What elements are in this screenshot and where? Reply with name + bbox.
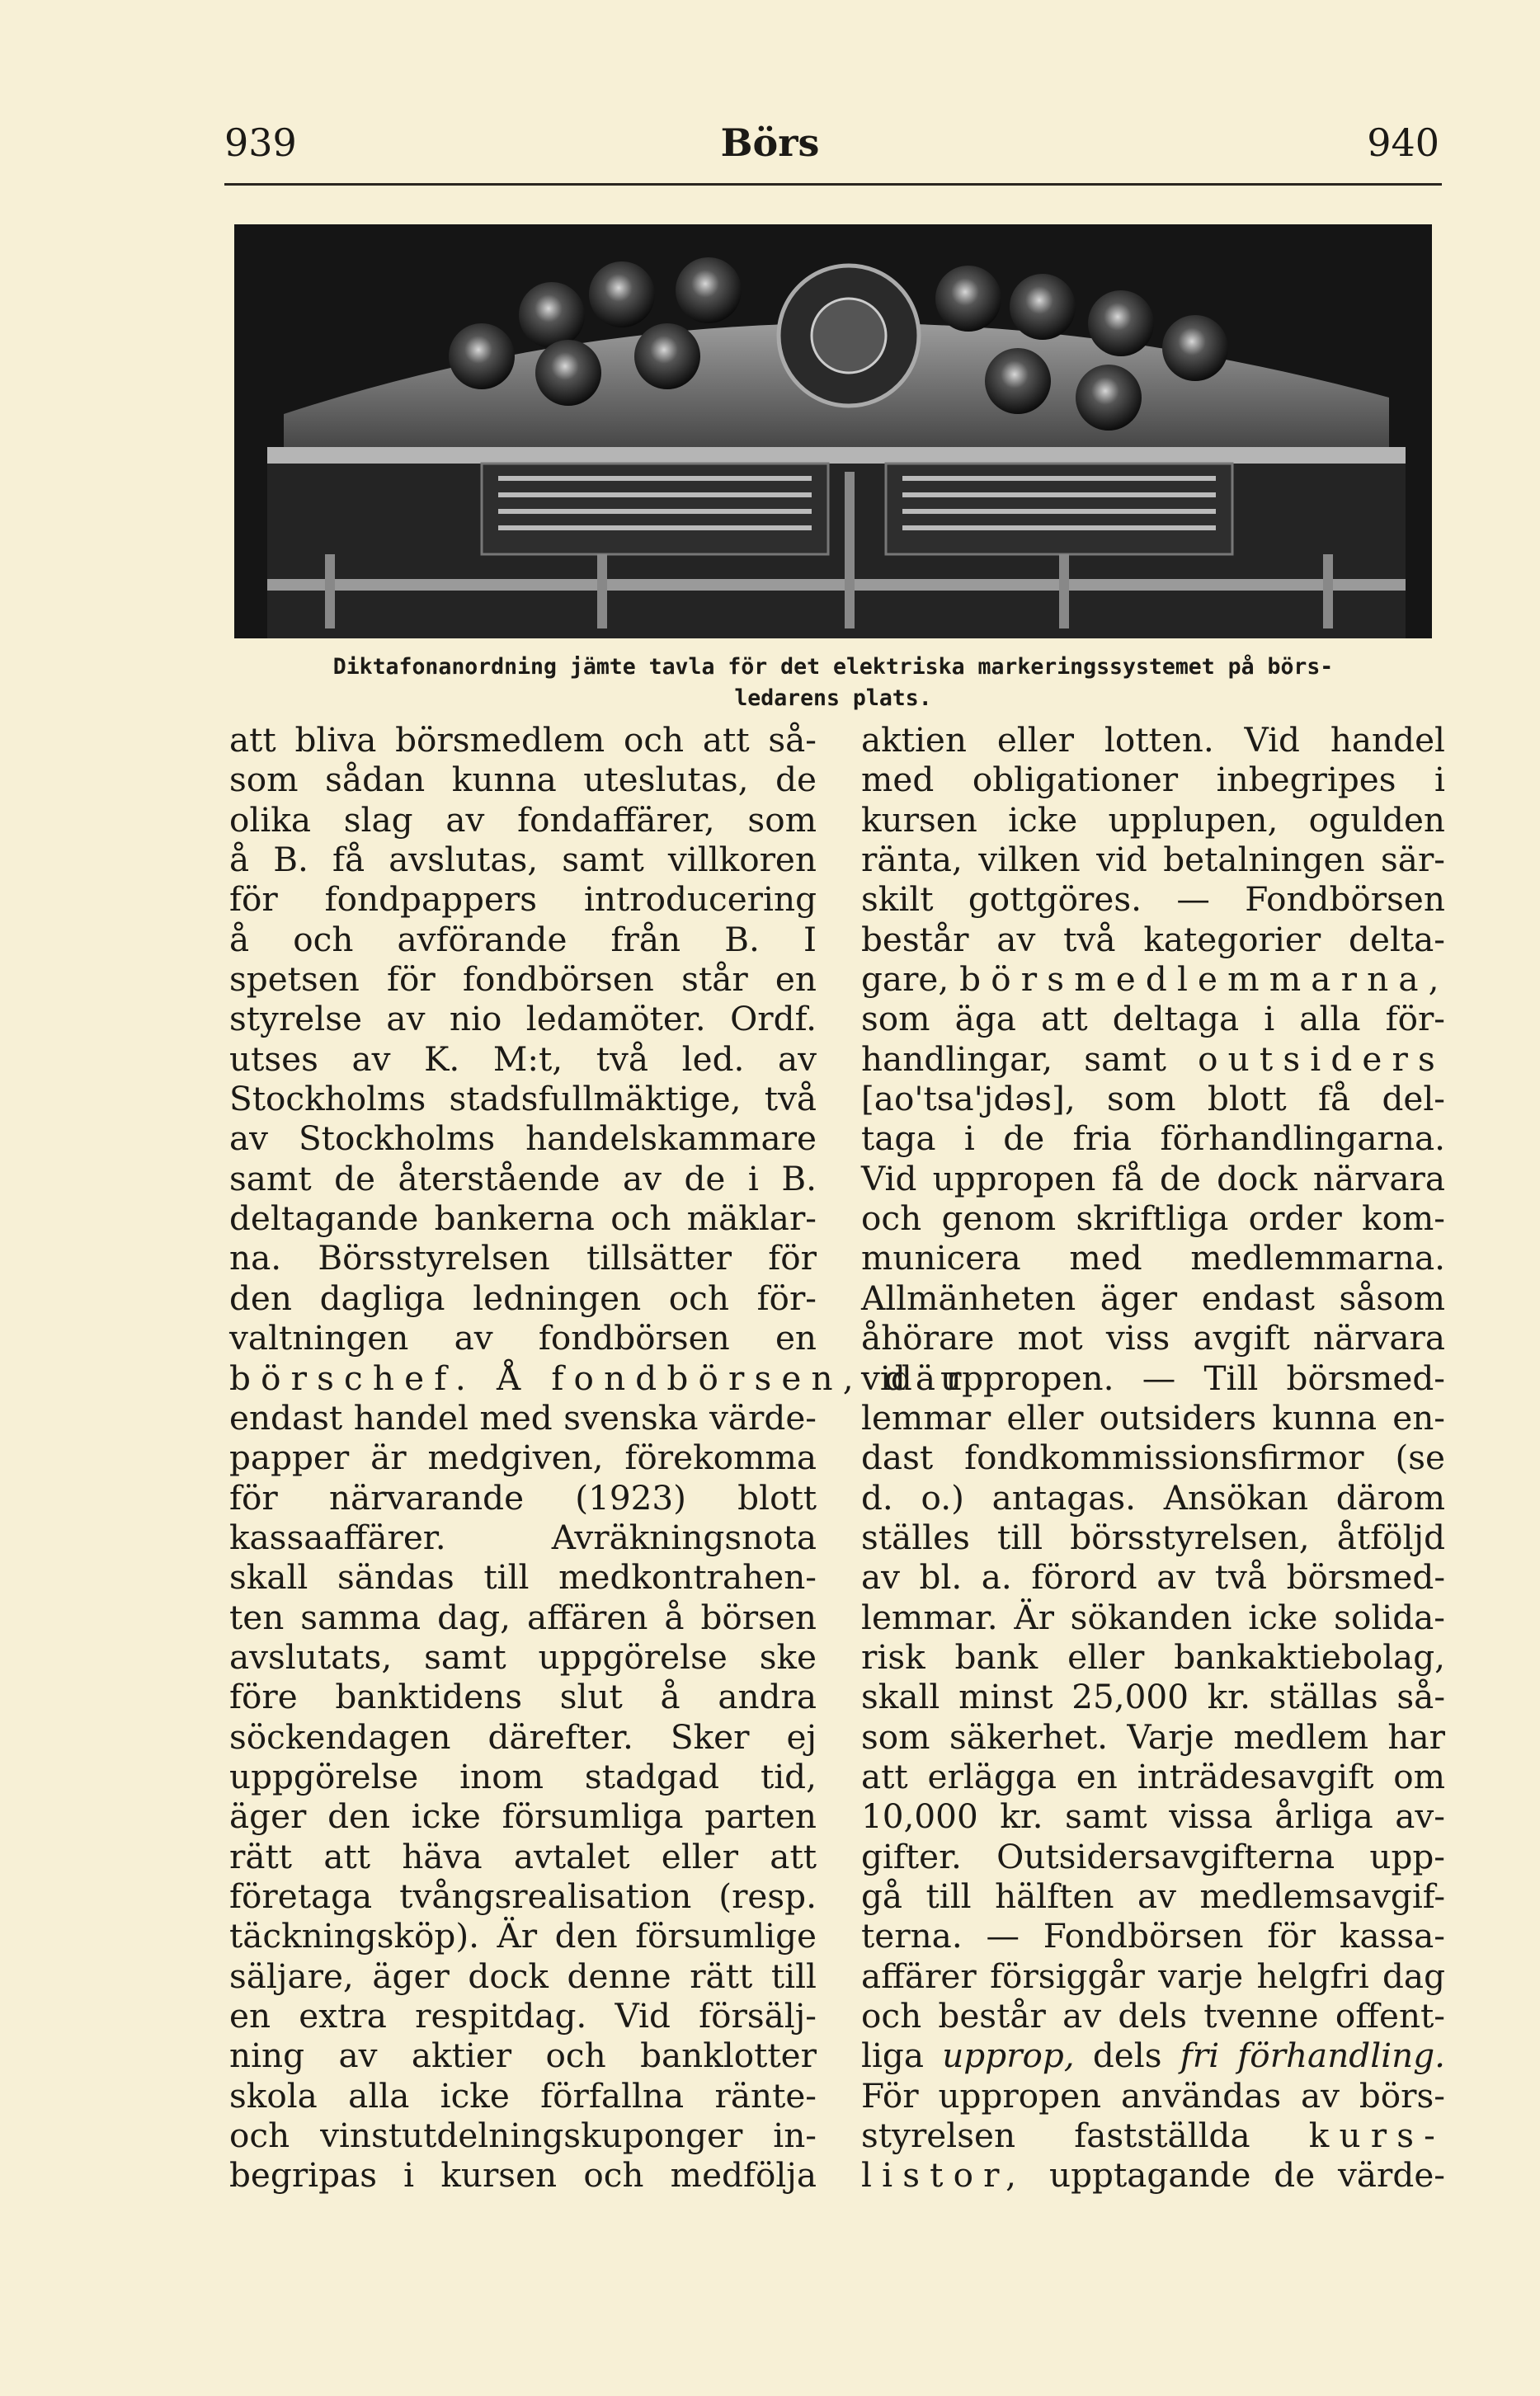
spaced-term: kurs- (1308, 2116, 1445, 2156)
text-line: deltagande bankerna och mäklar- (229, 1198, 817, 1239)
text-line: en extra respitdag. Vid försälj- (229, 1996, 817, 2036)
spaced-term: listor, (861, 2155, 1027, 2196)
text-line: skall minst 25,000 kr. ställas så- (861, 1677, 1445, 1717)
text-line: företaga tvångsrealisation (resp. (229, 1876, 817, 1916)
running-title: Börs (720, 120, 820, 165)
text-line: d. o.) antagas. Ansökan därom (861, 1477, 1445, 1518)
text-line: samt de återstående av de i B. (229, 1158, 817, 1198)
text-line: att bliva börsmedlem och att så- (229, 720, 817, 760)
text-line: börschef. Å fondbörsen, där (229, 1358, 972, 1398)
text-line: skall sändas till medkontrahen- (229, 1557, 817, 1598)
text-line: skola alla icke förfallna ränte- (229, 2075, 817, 2116)
text-line: styrelse av nio ledamöter. Ordf. (229, 999, 817, 1039)
text-line: kursen icke upplupen, ogulden (861, 799, 1445, 840)
text-line: att erlägga en inträdesavgift om (861, 1756, 1445, 1796)
text-line: består av två kategorier delta- (861, 919, 1445, 959)
text-line: äger den icke försumliga parten (229, 1796, 817, 1837)
text-line: som säkerhet. Varje medlem har (861, 1716, 1445, 1757)
text-line: Allmänheten äger endast såsom (861, 1278, 1445, 1318)
text-line: taga i de fria förhandlingarna. (861, 1118, 1445, 1159)
text-line: utses av K. M:t, två led. av (229, 1038, 817, 1079)
text-line: täckningsköp). Är den försumlige (229, 1916, 817, 1956)
text-line: ten samma dag, affären å börsen (229, 1597, 817, 1637)
text-line: municera med medlemmarna. (861, 1238, 1445, 1278)
text-line: och vinstutdelningskuponger in- (229, 2116, 817, 2156)
text-line: lemmar. Är sökanden icke solida- (861, 1597, 1445, 1637)
text-line: avslutats, samt uppgörelse ske (229, 1636, 817, 1677)
text-line: å B. få avslutas, samt villkoren (229, 840, 817, 880)
page-number-right: 940 (1367, 120, 1439, 165)
text-line: gå till hälften av medlemsavgif- (861, 1876, 1445, 1916)
spaced-term: outsiders (1198, 1038, 1445, 1079)
text-run: dels (1074, 2036, 1180, 2076)
text-line (861, 1039, 1445, 1079)
text-line: rätt att häva avtalet eller att (229, 1836, 817, 1876)
text-run: liga (861, 2036, 943, 2076)
text-line: terna. — Fondbörsen för kassa- (861, 1916, 1445, 1956)
text-line: risk bank eller bankaktiebolag, (861, 1636, 1445, 1677)
text-line: kassaaffärer. Avräkningsnota (229, 1517, 817, 1557)
text-line: för fondpappers introducering (229, 879, 817, 920)
text-line: [ao'tsa'jdəs], som blott få del- (861, 1079, 1445, 1119)
text-line: som äga att deltaga i alla för- (861, 999, 1445, 1039)
text-line: av Stockholms handelskammare (229, 1118, 817, 1159)
text-line: endast handel med svenska värde- (229, 1397, 817, 1438)
text-line (861, 959, 1449, 1000)
text-line: av bl. a. förord av två börsmed- (861, 1557, 1445, 1598)
figure-caption-line: ledarens plats. (734, 685, 932, 711)
text-line: ränta, vilken vid betalningen sär- (861, 840, 1445, 880)
text-line: affärer försiggår varje helgfri dag (861, 1956, 1445, 1996)
text-line: För uppropen användas av börs- (861, 2075, 1445, 2116)
text-line: skilt gottgöres. — Fondbörsen (861, 879, 1445, 920)
text-line: den dagliga ledningen och för- (229, 1278, 817, 1318)
text-line: ning av aktier och banklotter (229, 2036, 817, 2076)
text-run: upptagande de värde- (1026, 2155, 1445, 2196)
text-run: styrelsen fastställda (861, 2116, 1309, 2156)
italic-term: fri förhandling. (1180, 2036, 1445, 2076)
text-run: handlingar, samt (861, 1038, 1199, 1079)
text-line: söckendagen därefter. Sker ej (229, 1716, 817, 1757)
text-line: ställes till börsstyrelsen, åtföljd (861, 1517, 1445, 1557)
text-line: Stockholms stadsfullmäktige, två (229, 1079, 817, 1119)
text-line (861, 2155, 1445, 2195)
right-column (861, 720, 1449, 2196)
text-line: före banktidens slut å andra (229, 1677, 817, 1717)
text-line: dast fondkommissionsfirmor (se (861, 1438, 1445, 1478)
text-line: na. Börsstyrelsen tillsätter för (229, 1238, 817, 1278)
text-line (861, 2036, 1445, 2075)
text-line: lemmar eller outsiders kunna en- (861, 1397, 1445, 1438)
spaced-term: börsmedlemmarna, (959, 959, 1449, 1000)
text-line: begripas i kursen och medfölja (229, 2155, 817, 2196)
text-line: gifter. Outsidersavgifterna upp- (861, 1836, 1445, 1876)
dictaphone-photo (234, 224, 1432, 638)
text-line: uppgörelse inom stadgad tid, (229, 1756, 817, 1796)
text-line: aktien eller lotten. Vid handel (861, 720, 1445, 760)
text-line: valtningen av fondbörsen en (229, 1318, 817, 1358)
text-line: som sådan kunna uteslutas, de (229, 760, 817, 800)
text-line: å och avförande från B. I (229, 919, 817, 959)
text-line: olika slag av fondaffärer, som (229, 799, 817, 840)
text-line: för närvarande (1923) blott (229, 1477, 817, 1518)
text-line: åhörare mot viss avgift närvara (861, 1318, 1445, 1358)
text-line: Vid uppropen få de dock närvara (861, 1158, 1445, 1198)
figure-caption (224, 652, 1442, 714)
text-line (861, 2116, 1445, 2155)
italic-term: upprop, (942, 2036, 1075, 2076)
text-line: och består av dels tvenne offent- (861, 1996, 1445, 2036)
figure-caption-line: Diktafonanordning jämte tavla för det elektriska markeringssystemet på börs- (332, 654, 1334, 680)
text-line: vid uppropen. — Till börsmed- (861, 1358, 1445, 1398)
text-line: och genom skriftliga order kom- (861, 1198, 1445, 1239)
text-line: spetsen för fondbörsen står en (229, 959, 817, 1000)
text-line: papper är medgiven, förekomma (229, 1438, 817, 1478)
page-number-left: 939 (224, 120, 297, 165)
header-rule (224, 183, 1442, 186)
text-line: med obligationer inbegripes i (861, 760, 1445, 800)
text-run: gare, (861, 959, 960, 1000)
photo-illustration (234, 224, 1432, 638)
text-line: 10,000 kr. samt vissa årliga av- (861, 1796, 1445, 1837)
text-line: säljare, äger dock denne rätt till (229, 1956, 817, 1996)
